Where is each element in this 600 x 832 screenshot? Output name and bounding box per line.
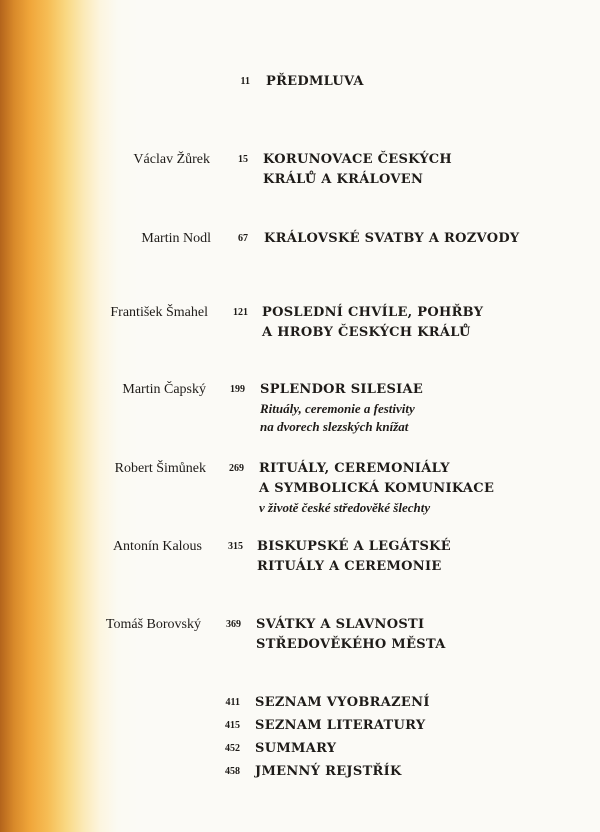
title-line: SPLENDOR SILESIAE xyxy=(260,382,424,397)
page-number: 369 xyxy=(226,619,241,630)
chapter-title xyxy=(266,72,556,92)
page-number: 121 xyxy=(233,307,248,318)
author-name: Martin Nodl xyxy=(141,231,211,246)
appendix-title xyxy=(255,716,545,736)
subtitle-line: na dvorech slezských knížat xyxy=(260,419,409,434)
page-number: 315 xyxy=(228,541,243,552)
author-name: Martin Čapský xyxy=(122,382,206,397)
author-name: Václav Žůrek xyxy=(133,152,210,167)
title-line: SEZNAM VYOBRAZENÍ xyxy=(255,695,430,710)
title-line: RITUÁLY, CEREMONIÁLY xyxy=(259,461,450,476)
appendix-title xyxy=(255,739,545,759)
title-line: PŘEDMLUVA xyxy=(266,74,364,89)
page-number: 199 xyxy=(230,384,245,395)
author-name: František Šmahel xyxy=(110,305,208,320)
title-line: A HROBY ČESKÝCH KRÁLŮ xyxy=(262,325,471,340)
chapter-title xyxy=(259,459,549,517)
subtitle-line: Rituály, ceremonie a festivity xyxy=(260,401,415,416)
title-line: POSLEDNÍ CHVÍLE, POHŘBY xyxy=(262,305,484,320)
chapter-title xyxy=(257,537,547,577)
title-line: BISKUPSKÉ A LEGÁTSKÉ xyxy=(257,539,451,554)
title-line: A SYMBOLICKÁ KOMUNIKACE xyxy=(259,481,495,496)
page-number: 458 xyxy=(225,766,240,777)
title-line: KRÁLOVSKÉ SVATBY A ROZVODY xyxy=(264,231,520,246)
author-name: Antonín Kalous xyxy=(112,539,202,554)
page-number: 415 xyxy=(225,720,240,731)
page-number: 411 xyxy=(225,697,240,708)
appendix-title xyxy=(255,693,545,713)
title-line: RITUÁLY A CEREMONIE xyxy=(257,559,442,574)
page-number: 15 xyxy=(238,154,248,165)
title-line: STŘEDOVĚKÉHO MĚSTA xyxy=(256,637,446,652)
chapter-title xyxy=(260,380,550,436)
subtitle-line: v životě české středověké šlechty xyxy=(259,500,431,515)
title-line: SEZNAM LITERATURY xyxy=(255,718,426,733)
title-line: SUMMARY xyxy=(255,741,337,756)
title-line: SVÁTKY A SLAVNOSTI xyxy=(256,617,425,632)
chapter-title xyxy=(256,615,546,655)
title-line: KRÁLŮ A KRÁLOVEN xyxy=(263,172,424,187)
title-line: KORUNOVACE ČESKÝCH xyxy=(263,152,453,167)
chapter-title xyxy=(264,229,554,249)
chapter-title xyxy=(263,150,553,190)
author-name: Tomáš Borovský xyxy=(105,617,201,632)
appendix-title xyxy=(255,762,545,782)
page-number: 11 xyxy=(240,76,250,87)
title-line: JMENNÝ REJSTŘÍK xyxy=(255,764,402,779)
chapter-title xyxy=(262,303,552,343)
page-number: 67 xyxy=(238,233,248,244)
author-name: Robert Šimůnek xyxy=(114,461,206,476)
page-number: 452 xyxy=(225,743,240,754)
page-number: 269 xyxy=(229,463,244,474)
